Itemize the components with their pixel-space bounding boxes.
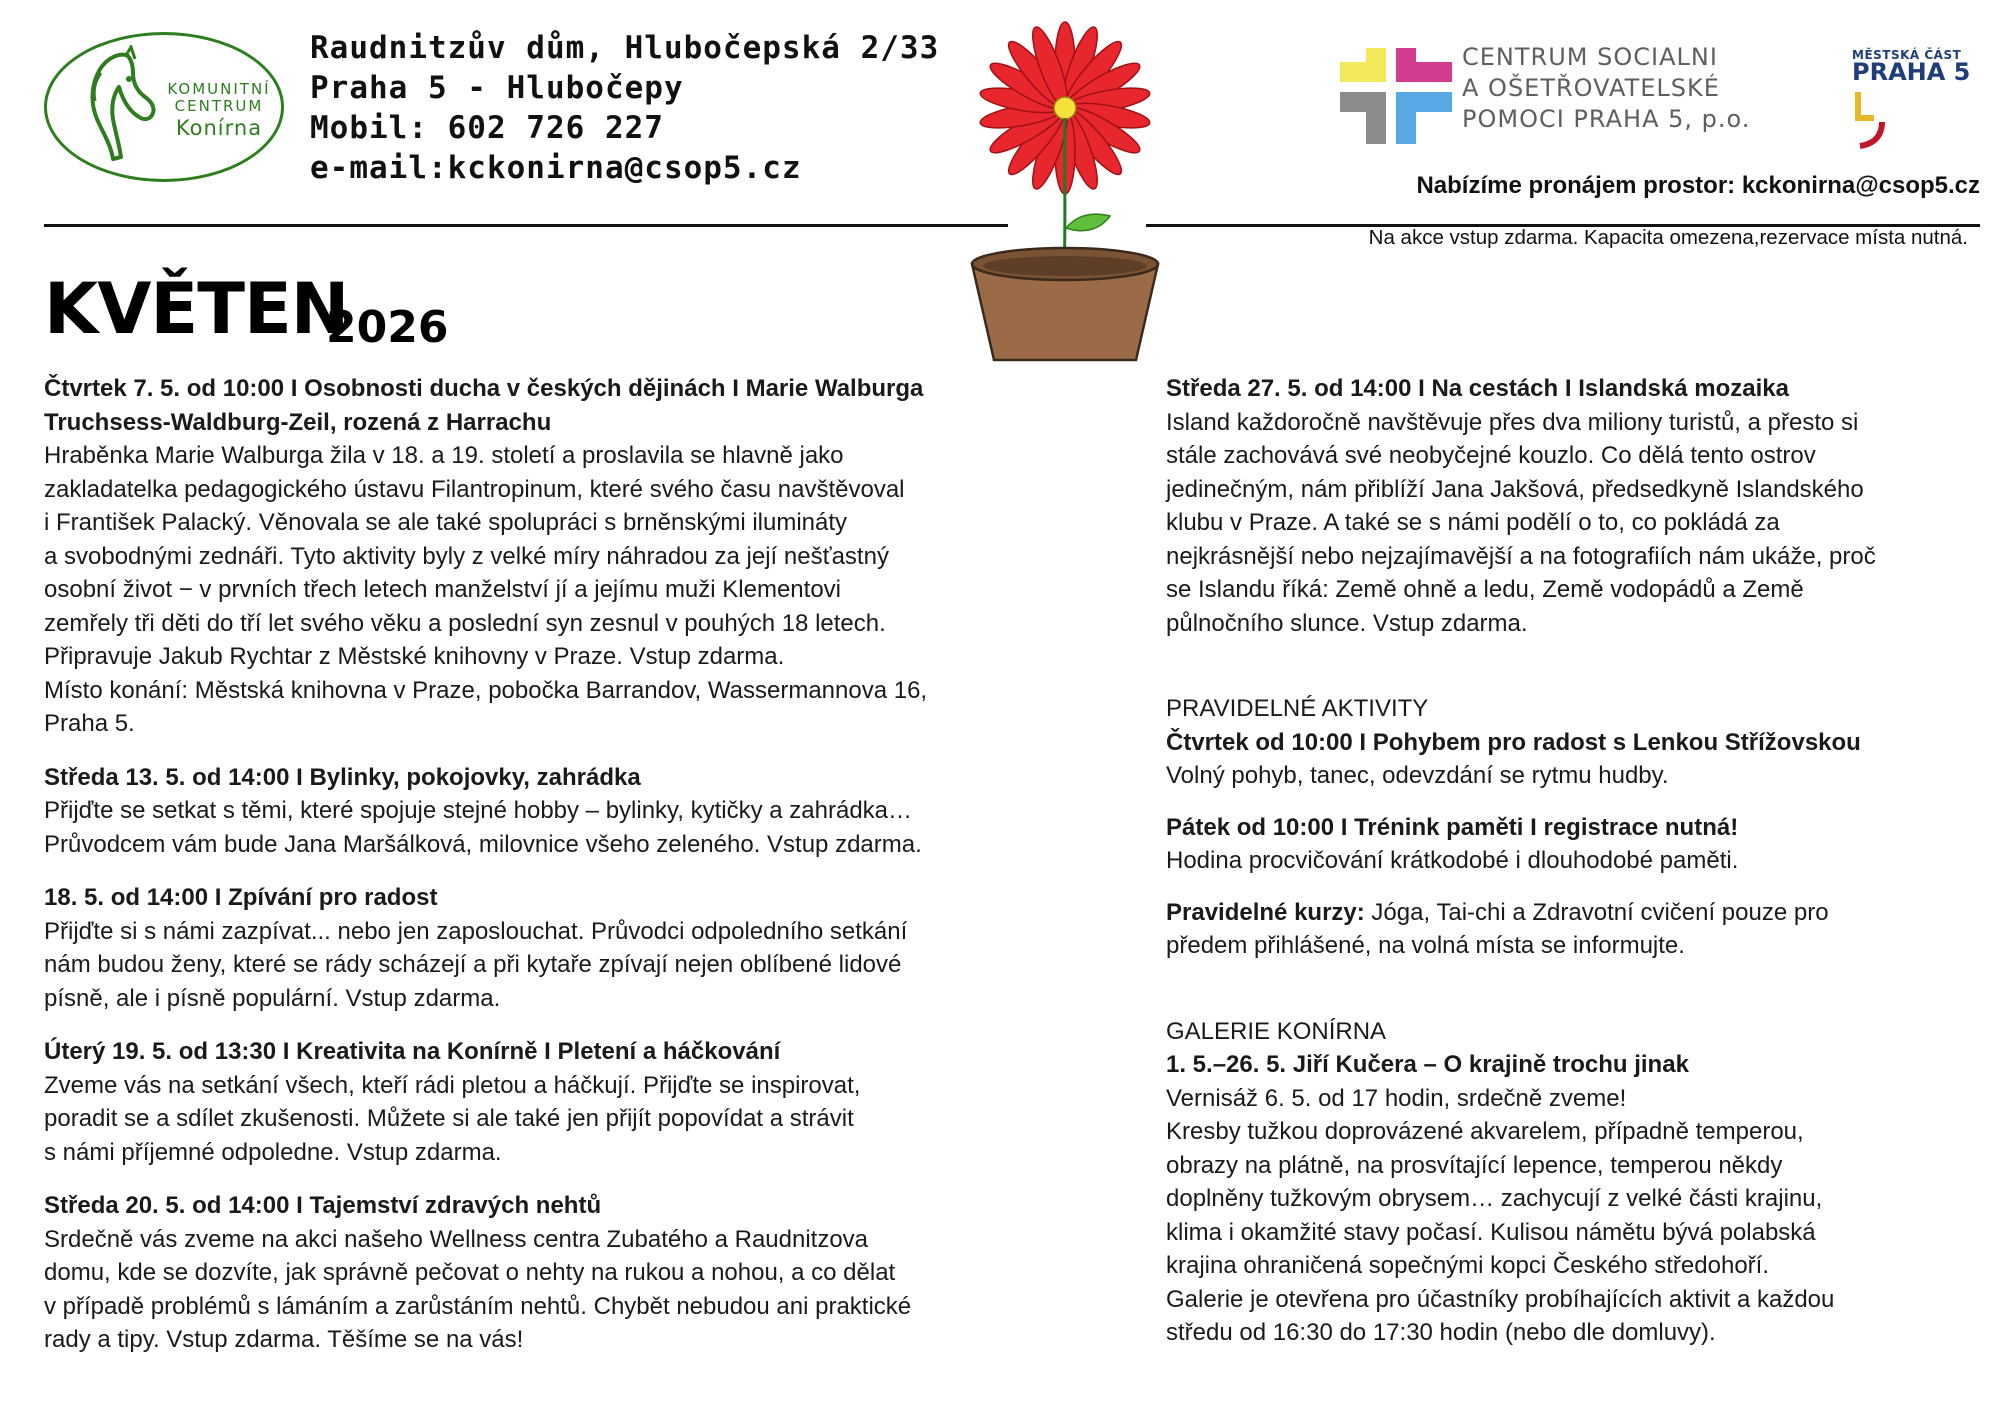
event-title-line: 18. 5. od 14:00 I Zpívání pro radost xyxy=(44,884,438,911)
regular-courses xyxy=(1166,896,1976,963)
gallery-text-line: krajina ohraničená sopečnými kopci Českého středohoří. xyxy=(1166,1252,1769,1279)
partner-line-2: A OŠETŘOVATELSKÉ xyxy=(1462,74,1720,102)
event-text-line: osobní život − v prvních třech letech manželství jí a jejímu muži Klementovi xyxy=(44,576,842,603)
right-column xyxy=(1166,372,1976,1350)
district-caption: MĚSTSKÁ ČÁST xyxy=(1852,48,1962,62)
event-text-line: zakladatelka pedagogického ústavu Filantropinum, které svého času navštěvoval xyxy=(44,475,905,503)
gallery-text-line: středu od 16:30 do 17:30 hodin (nebo dle domluvy). xyxy=(1166,1319,1716,1346)
header-divider-left xyxy=(44,224,1008,227)
event-text-line: stále zachovává své neobyčejné kouzlo. Co dělá tento ostrov xyxy=(1166,442,1816,469)
event-text-line: Připravuje Jakub Rychtar z Městské knihovny v Praze. Vstup zdarma. xyxy=(44,643,785,670)
logo-line-2: CENTRUM xyxy=(174,97,264,116)
logo-line-3: Konírna xyxy=(175,115,263,140)
gallery-heading: GALERIE KONÍRNA xyxy=(1166,1017,1387,1045)
event-nehty xyxy=(44,1189,1060,1357)
event-text-line: Island každoročně navštěvuje přes dva miliony turistů, a přesto si xyxy=(1166,408,1859,436)
month-title: KVĚTEN xyxy=(44,268,349,350)
logo-text xyxy=(159,81,279,140)
event-text-line: i František Palacký. Věnovala se ale také spolupráci s brněnskými ilumináty xyxy=(44,509,848,536)
event-text-line: se Islandu říká: Země ohně a ledu, Země vodopádů a Země xyxy=(1166,576,1804,603)
regular-activities-heading: PRAVIDELNÉ AKTIVITY xyxy=(1166,695,1429,722)
courses-line xyxy=(1166,896,1976,930)
courses-line: předem přihlášené, na volná místa se informujte. xyxy=(1166,932,1685,959)
event-text-line: Srdečně vás zveme na akci našeho Wellness centra Zubatého a Raudnitzova xyxy=(44,1225,869,1253)
courses-label: Pravidelné kurzy: xyxy=(1166,898,1365,926)
event-title-line: Středa 27. 5. od 14:00 I Na cestách I Islandská mozaika xyxy=(1166,375,1789,402)
event-text-line: v případě problémů s lámáním a zarůstáním nehtů. Chybět nebudou ani praktické xyxy=(44,1292,912,1320)
year-title: 2026 xyxy=(326,302,449,353)
contact-email[interactable]: e-mail:kckonirna@csop5.cz xyxy=(310,150,802,186)
event-text-line: klubu v Praze. A také se s námi podělí o to, co pokládá za xyxy=(1166,509,1780,536)
event-text-line: Praha 5. xyxy=(44,710,135,737)
event-text-line: Přijďte se setkat s těmi, které spojuje stejné hobby – bylinky, kytičky a zahrádka… xyxy=(44,797,913,824)
contact-city: Praha 5 - Hlubočepy xyxy=(310,70,684,106)
gallery-text-line: klima i okamžité stavy počasí. Kulisou námětu bývá polabská xyxy=(1166,1218,1816,1246)
csop-cross-logo xyxy=(1340,48,1452,144)
event-text-line: Přijďte si s námi zazpívat... nebo jen zaposlouchat. Průvodci odpoledního setkání xyxy=(44,917,908,945)
event-zpivani xyxy=(44,881,1060,1015)
event-text-line: poradit se a sdílet zkušenosti. Můžete si ale také jen přijít popovídat a strávit xyxy=(44,1105,854,1132)
free-entry-note: Na akce vstup zdarma. Kapacita omezena,rezervace místa nutná. xyxy=(1368,226,1968,249)
event-title-line: Středa 20. 5. od 14:00 I Tajemství zdravých nehtů xyxy=(44,1192,602,1219)
horse-head-icon xyxy=(67,45,167,173)
event-text-line: nám budou ženy, které se rády scházejí a při kytaře zpívají nejen oblíbené lidové xyxy=(44,951,902,978)
gallery-title: 1. 5.–26. 5. Jiří Kučera – O krajině trochu jinak xyxy=(1166,1051,1689,1078)
activity-memory-training xyxy=(1166,811,1976,878)
flower-pot-illustration xyxy=(960,18,1170,364)
activity-title: Čtvrtek od 10:00 I Pohybem pro radost s Lenkou Střížovskou xyxy=(1166,728,1861,756)
event-island xyxy=(1166,372,1976,640)
partner-line-1: CENTRUM SOCIALNI xyxy=(1462,43,1718,71)
event-text-line: Průvodcem vám bude Jana Maršálková, milovnice všeho zeleného. Vstup zdarma. xyxy=(44,830,922,858)
regular-activities-section xyxy=(1166,692,1976,793)
partner-name xyxy=(1462,42,1792,135)
event-title-line: Úterý 19. 5. od 13:30 I Kreativita na Konírně I Pletení a háčkování xyxy=(44,1038,781,1065)
event-text-line: domu, kde se dozvíte, jak správně pečovat o nehty na rukou a nohou, a co dělat xyxy=(44,1259,896,1286)
gallery-text-line: Galerie je otevřena pro účastníky probíhajících aktivit a každou xyxy=(1166,1285,1835,1313)
left-column xyxy=(44,372,1060,1357)
konirna-logo xyxy=(44,32,284,182)
gallery-text-line: Vernisáž 6. 5. od 17 hodin, srdečně zveme! xyxy=(1166,1084,1627,1112)
event-text-line: zemřely tři děti do tří let svého věku a poslední syn zesnul v pouhých 18 letech. xyxy=(44,609,886,637)
contact-address: Raudnitzův dům, Hlubočepská 2/33 xyxy=(310,30,940,66)
contact-block xyxy=(310,28,990,188)
praha5-emblem-icon xyxy=(1852,88,1892,150)
activity-text: Volný pohyb, tanec, odevzdání se rytmu hudby. xyxy=(1166,762,1669,789)
event-kreativita xyxy=(44,1035,1060,1169)
rent-note: Nabízíme pronájem prostor: kckonirna@csop5.cz xyxy=(1416,172,1980,199)
event-text-line: Místo konání: Městská knihovna v Praze, pobočka Barrandov, Wassermannova 16, xyxy=(44,676,928,704)
event-text-line: Zveme vás na setkání všech, kteří rádi pletou a háčkují. Přijďte se inspirovat, xyxy=(44,1071,861,1099)
event-title-line: Truchsess-Waldburg-Zeil, rozená z Harrachu xyxy=(44,408,552,436)
leaf-icon xyxy=(1066,214,1110,231)
event-text-line: rady a tipy. Vstup zdarma. Těšíme se na vás! xyxy=(44,1326,524,1353)
activity-text: Hodina procvičování krátkodobé i dlouhodobé paměti. xyxy=(1166,847,1739,874)
activity-title: Pátek od 10:00 I Trénink paměti I registrace nutná! xyxy=(1166,813,1739,841)
contact-phone: Mobil: 602 726 227 xyxy=(310,110,664,146)
logo-line-1: KOMUNITNÍ xyxy=(167,80,271,98)
event-text-line: nejkrásnější nebo nejzajímavější a na fotografiích nám ukáže, proč xyxy=(1166,542,1876,570)
event-title-line: Středa 13. 5. od 14:00 I Bylinky, pokojovky, zahrádka xyxy=(44,763,641,791)
event-text-line: s námi příjemné odpoledne. Vstup zdarma. xyxy=(44,1138,502,1166)
event-title-line: Čtvrtek 7. 5. od 10:00 I Osobnosti ducha v českých dějinách I Marie Walburga xyxy=(44,375,924,402)
event-marie-walburga xyxy=(44,372,1060,741)
event-text-line: jedinečným, nám přiblíží Jana Jakšová, předsedkyně Islandského xyxy=(1166,475,1864,503)
gallery-text-line: doplněny tužkovým obrysem… zachycují z velké části krajinu, xyxy=(1166,1185,1823,1212)
courses-text: Jóga, Tai-chi a Zdravotní cvičení pouze pro xyxy=(1364,898,1829,926)
gallery-text-line: obrazy na plátně, na prosvítající lepence, temperou někdy xyxy=(1166,1151,1783,1179)
gallery-section xyxy=(1166,1015,1976,1350)
gallery-text-line: Kresby tužkou doprovázené akvarelem, případně temperou, xyxy=(1166,1118,1804,1145)
event-text-line: a svobodnými zednáři. Tyto aktivity byly z velké míry náhradou za její nešťastný xyxy=(44,542,889,570)
event-text-line: Hraběnka Marie Walburga žila v 18. a 19. století a proslavila se hlavně jako xyxy=(44,442,844,469)
district-name: PRAHA 5 xyxy=(1852,58,1971,86)
event-text-line: písně, ale i písně populární. Vstup zdarma. xyxy=(44,984,501,1012)
event-text-line: půlnočního slunce. Vstup zdarma. xyxy=(1166,609,1528,637)
partner-line-3: POMOCI PRAHA 5, p.o. xyxy=(1462,105,1751,133)
event-bylinky xyxy=(44,761,1060,862)
